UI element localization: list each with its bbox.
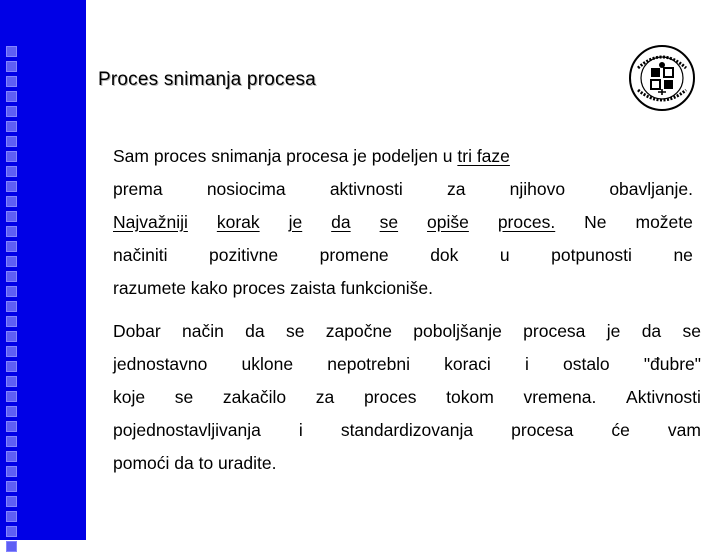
paragraph2-line2-word: nepotrebni [327, 354, 410, 374]
sidebar-square [6, 46, 17, 57]
paragraph2-line5: pomoći da to uradite. [113, 453, 277, 473]
paragraph2-line3-word: vremena. [523, 387, 597, 407]
paragraph2-line4 [113, 414, 701, 447]
paragraph1-line4-word: promene [319, 245, 389, 265]
paragraph1-line2-word: prema [113, 179, 163, 199]
paragraph1-line4-word: u [499, 245, 510, 265]
sidebar-square [6, 76, 17, 87]
sidebar-square [6, 166, 17, 177]
sidebar-square [6, 391, 17, 402]
paragraph2-line3-word: za [315, 387, 335, 407]
paragraph2-line2-word: koraci [444, 354, 491, 374]
paragraph2-line4-word: će [611, 420, 630, 440]
paragraph2-line3-word: zakačilo [222, 387, 287, 407]
slide-title: Proces snimanja procesa [98, 69, 316, 90]
paragraph1-line4-word: ne [673, 245, 693, 265]
paragraph1-line3-word: Ne [584, 212, 607, 232]
paragraph2-line1-word: Dobar [113, 321, 161, 341]
paragraph2-line1-word: se [285, 321, 305, 341]
three-phases-emphasis: tri faze [457, 146, 510, 166]
paragraph2-line3-word: proces [363, 387, 417, 407]
paragraph2-line1-word: način [182, 321, 224, 341]
paragraph-process-phases [113, 140, 693, 305]
paragraph2-line4-word: standardizovanja [340, 420, 474, 440]
sidebar-square [6, 346, 17, 357]
paragraph2-line1-word: je [606, 321, 621, 341]
paragraph2-line3-word: koje [113, 387, 146, 407]
paragraph1-line4 [113, 239, 693, 272]
sidebar-square [6, 451, 17, 462]
paragraph2-line1-word: da [641, 321, 662, 341]
paragraph1-line5: razumete kako proces zaista funkcioniše. [113, 278, 434, 298]
sidebar-square [6, 136, 17, 147]
paragraph2-line2-word: i [524, 354, 529, 374]
paragraph2-line4-word: i [298, 420, 303, 440]
sidebar-square [6, 61, 17, 72]
paragraph1-line2 [113, 173, 693, 206]
sidebar-square [6, 151, 17, 162]
paragraph2-line3-word: se [174, 387, 194, 407]
paragraph1-line3-word: Najvažniji [113, 212, 188, 232]
sidebar-square [6, 526, 17, 537]
sidebar-square [6, 376, 17, 387]
sidebar-square [6, 211, 17, 222]
paragraph1-line1 [113, 140, 693, 173]
paragraph2-line1-word: započne [325, 321, 392, 341]
sidebar-square [6, 121, 17, 132]
sidebar-square [6, 406, 17, 417]
paragraph1-line2-word: aktivnosti [329, 179, 403, 199]
paragraph1-line1-text: Sam proces snimanja procesa je podeljen u [113, 146, 458, 166]
sidebar-square-column [3, 46, 19, 556]
sidebar-square [6, 511, 17, 522]
sidebar-square [6, 421, 17, 432]
sidebar-square [6, 301, 17, 312]
sidebar-square [6, 271, 17, 282]
sidebar-square [6, 481, 17, 492]
sidebar-square [6, 316, 17, 327]
paragraph1-line3-word: opiše [427, 212, 469, 232]
sidebar-square [6, 496, 17, 507]
sidebar-square [6, 241, 17, 252]
paragraph2-line2-word: "đubre" [643, 354, 701, 374]
sidebar-square [6, 91, 17, 102]
paragraph1-line3-word: je [288, 212, 303, 232]
paragraph2-line1-word: se [682, 321, 701, 341]
paragraph2-line1-word: da [245, 321, 265, 341]
paragraph1-line2-word: za [446, 179, 466, 199]
paragraph1-line2-word: njihovo [509, 179, 566, 199]
paragraph1-line3 [113, 206, 693, 239]
sidebar-square [6, 226, 17, 237]
sidebar-square [6, 181, 17, 192]
sidebar-square [6, 541, 17, 552]
paragraph1-line4-word: načiniti [113, 245, 168, 265]
sidebar-square [6, 196, 17, 207]
paragraph1-line3-word: korak [216, 212, 260, 232]
paragraph1-line3-word: možete [635, 212, 693, 232]
paragraph2-line1 [113, 315, 701, 348]
paragraph2-line1-word: procesa [523, 321, 586, 341]
paragraph2-line2-word: jednostavno [113, 354, 208, 374]
paragraph1-line4-word: potpunosti [551, 245, 632, 265]
sidebar-square [6, 436, 17, 447]
paragraph2-line4-word: pojednostavljivanja [113, 420, 261, 440]
paragraph1-line3-word: da [331, 212, 351, 232]
paragraph1-line2-word: nosiocima [206, 179, 286, 199]
sidebar-square [6, 286, 17, 297]
paragraph2-line2 [113, 348, 701, 381]
sidebar-square [6, 466, 17, 477]
paragraph2-line4-word: procesa [511, 420, 574, 440]
university-seal-icon [628, 44, 696, 112]
paragraph1-line3-word: proces. [497, 212, 556, 232]
sidebar-square [6, 361, 17, 372]
paragraph-improvement [113, 315, 701, 480]
sidebar-square [6, 256, 17, 267]
paragraph2-line2-word: ostalo [562, 354, 610, 374]
paragraph1-line4-word: pozitivne [209, 245, 279, 265]
paragraph1-line3-word: se [379, 212, 399, 232]
paragraph2-line3 [113, 381, 701, 414]
paragraph2-line1-word: poboljšanje [413, 321, 502, 341]
paragraph2-line3-word: Aktivnosti [626, 387, 701, 407]
sidebar-square [6, 106, 17, 117]
paragraph2-line3-word: tokom [446, 387, 494, 407]
paragraph2-line2-word: uklone [241, 354, 294, 374]
sidebar-square [6, 331, 17, 342]
paragraph1-line2-word: obavljanje. [609, 179, 693, 199]
paragraph2-line4-word: vam [667, 420, 701, 440]
left-sidebar-bar [0, 0, 86, 540]
paragraph1-line4-word: dok [430, 245, 459, 265]
